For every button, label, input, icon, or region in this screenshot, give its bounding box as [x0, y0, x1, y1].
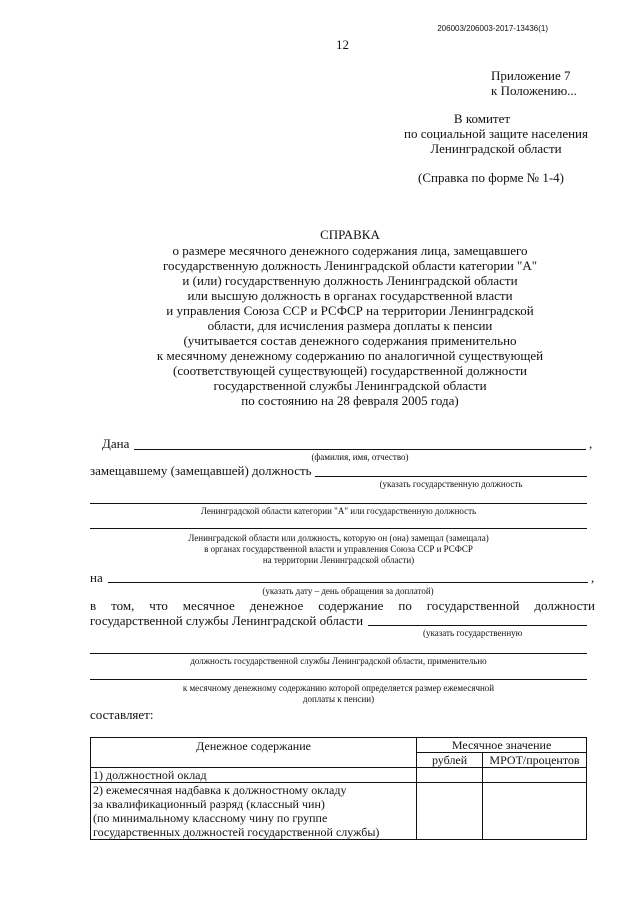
column-header-rub: рублей	[417, 753, 483, 768]
table-row	[91, 783, 587, 840]
subtitle-line: о размере месячного денежного содержания лица, замещавшего	[172, 243, 528, 258]
category-hint: Ленинградской области категории "А" или государственную должность	[200, 506, 477, 516]
service-label: государственной службы Ленинградской области	[90, 613, 364, 628]
that-statement: в том, что месячное денежное содержание по государственной должности	[90, 598, 595, 613]
applicable-hint: должность государственной службы Ленинградской области, применительно	[190, 656, 487, 666]
table-header-row	[91, 738, 587, 753]
appendix-line: Приложение 7	[491, 68, 571, 83]
page-number: 12	[336, 37, 349, 52]
fio-hint: (фамилия, имя, отчество)	[311, 452, 409, 462]
addressee-block	[390, 111, 602, 156]
position-hint: (указать государственную должность	[379, 479, 523, 489]
subtitle-line: области, для исчисления размера доплаты к пенсии	[207, 318, 493, 333]
subtitle-line: (соответствующей существующей) государственной должности	[172, 363, 527, 378]
document-subtitle	[120, 243, 580, 408]
subtitle-line: и (или) государственную должность Ленинградской области	[182, 273, 518, 288]
appendix-block	[491, 68, 577, 98]
comma: ,	[589, 436, 593, 451]
date-hint: (указать дату – день обращения за доплатой)	[262, 586, 434, 596]
service-field-3[interactable]	[90, 679, 587, 680]
subtitle-line: государственную должность Ленинградской области категории "А"	[162, 258, 538, 273]
hint-line: доплаты к пенсии)	[302, 694, 375, 704]
hint-line: на территории Ленинградской области)	[262, 555, 415, 565]
subtitle-line: к месячному денежному содержанию по аналогичной существующей	[156, 348, 544, 363]
comma: ,	[591, 570, 595, 585]
subtitle-line: государственной службы Ленинградской области	[213, 378, 487, 393]
subtitle-line: или высшую должность в органах государственной власти	[187, 288, 513, 303]
column-header-monthly: Месячное значение	[417, 738, 587, 753]
position-field-2[interactable]	[90, 503, 587, 504]
salary-table	[90, 737, 587, 840]
monthly-hint	[90, 683, 587, 705]
hint-line: Ленинградской области или должность, которую он (она) замещал (замещала)	[188, 533, 489, 543]
other-position-hint	[90, 533, 587, 566]
addressee-line: Ленинградской области	[430, 141, 562, 156]
addressee-line: по социальной защите населения	[403, 126, 588, 141]
row-description: 2) ежемесячная надбавка к должностному окладу за квалификационный разряд (классный чин) (по минимальному классному чину по группе государственных должностей государственной службы)	[91, 783, 417, 840]
subtitle-line: и управления Союза ССР и РСФСР на территории Ленинградской	[166, 303, 534, 318]
position-label: замещавшему (замещавшей) должность	[90, 463, 312, 478]
addressee-line: В комитет	[453, 111, 511, 126]
date-field[interactable]	[108, 582, 588, 583]
na-label: на	[90, 570, 103, 585]
position-field[interactable]	[315, 476, 587, 477]
registration-number: 206003/206003-2017-13436(1)	[437, 24, 548, 33]
rub-cell[interactable]	[417, 783, 483, 840]
service-hint: (указать государственную	[423, 628, 523, 638]
form-reference: (Справка по форме № 1-4)	[418, 170, 564, 185]
hint-line: в органах государственной власти и управления Союза ССР и РСФСР	[204, 544, 473, 554]
service-field-2[interactable]	[90, 653, 587, 654]
subtitle-line: (учитывается состав денежного содержания применительно	[183, 333, 517, 348]
amount-label: составляет:	[90, 707, 154, 722]
fio-field[interactable]	[134, 449, 586, 450]
dana-label: Дана	[102, 436, 130, 451]
hint-line: к месячному денежному содержанию которой определяется размер ежемесячной	[182, 683, 495, 693]
subtitle-line: по состоянию на 28 февраля 2005 года)	[241, 393, 459, 408]
appendix-line: к Положению...	[491, 83, 577, 98]
row-description: 1) должностной оклад	[91, 768, 417, 783]
service-field[interactable]	[368, 625, 587, 626]
mrot-cell[interactable]	[483, 783, 587, 840]
mrot-cell[interactable]	[483, 768, 587, 783]
document-title: СПРАВКА	[320, 227, 380, 242]
column-header-mrot: МРОТ/процентов	[483, 753, 587, 768]
column-header-content: Денежное содержание	[91, 738, 417, 768]
position-field-3[interactable]	[90, 528, 587, 529]
table-row	[91, 768, 587, 783]
rub-cell[interactable]	[417, 768, 483, 783]
